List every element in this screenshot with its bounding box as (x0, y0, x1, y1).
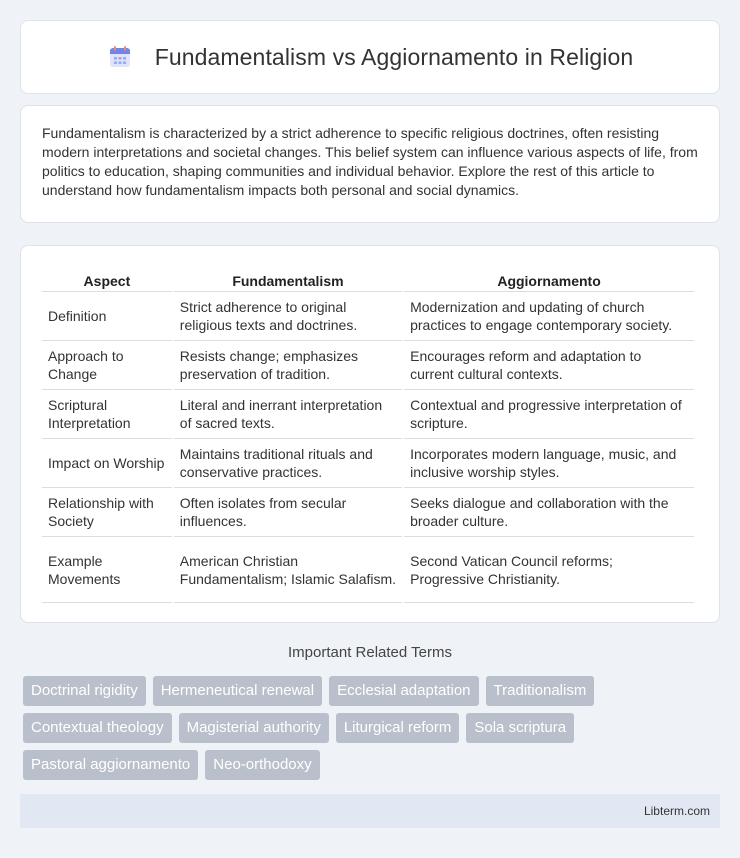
header-aggiornamento: Aggiornamento (404, 268, 694, 292)
header-fundamentalism: Fundamentalism (174, 268, 402, 292)
footer-brand-link[interactable]: Libterm.com (643, 804, 710, 818)
related-terms-list (23, 676, 723, 787)
related-terms-title: Important Related Terms (288, 644, 452, 661)
comparison-table (40, 268, 696, 603)
tag-liturgical-reform[interactable]: Liturgical reform (336, 713, 460, 743)
cell-aspect: Impact on Worship (42, 439, 172, 488)
tag-hermeneutical-renewal[interactable]: Hermeneutical renewal (153, 676, 322, 706)
tag-pastoral-aggiornamento[interactable]: Pastoral aggiornamento (23, 750, 198, 780)
cell-aspect: Definition (42, 292, 172, 341)
cell-aspect: Approach to Change (42, 341, 172, 390)
title-card (20, 20, 720, 94)
cell-fundamentalism: American Christian Fundamentalism; Islamic Salafism. (174, 537, 402, 603)
cell-aspect: Scriptural Interpretation (42, 390, 172, 439)
cell-aggiornamento: Seeks dialogue and collaboration with the broader culture. (404, 488, 694, 537)
table-row (42, 341, 694, 390)
cell-aggiornamento: Second Vatican Council reforms; Progressive Christianity. (404, 537, 694, 603)
cell-aggiornamento: Encourages reform and adaptation to current cultural contexts. (404, 341, 694, 390)
cell-aspect: Relationship with Society (42, 488, 172, 537)
cell-fundamentalism: Literal and inerrant interpretation of sacred texts. (174, 390, 402, 439)
tag-contextual-theology[interactable]: Contextual theology (23, 713, 172, 743)
table-row (42, 439, 694, 488)
cell-fundamentalism: Maintains traditional rituals and conservative practices. (174, 439, 402, 488)
intro-card (20, 105, 720, 223)
calendar-icon (107, 44, 133, 70)
tag-doctrinal-rigidity[interactable]: Doctrinal rigidity (23, 676, 146, 706)
comparison-table-card (20, 245, 720, 623)
table-row (42, 292, 694, 341)
cell-aggiornamento: Modernization and updating of church practices to engage contemporary society. (404, 292, 694, 341)
cell-fundamentalism: Resists change; emphasizes preservation of tradition. (174, 341, 402, 390)
table-row (42, 390, 694, 439)
cell-fundamentalism: Often isolates from secular influences. (174, 488, 402, 537)
cell-aggiornamento: Incorporates modern language, music, and inclusive worship styles. (404, 439, 694, 488)
tag-row (23, 676, 723, 706)
tag-row (23, 713, 723, 743)
tag-magisterial-authority[interactable]: Magisterial authority (179, 713, 329, 743)
tag-ecclesial-adaptation[interactable]: Ecclesial adaptation (329, 676, 478, 706)
tag-traditionalism[interactable]: Traditionalism (486, 676, 595, 706)
page-title: Fundamentalism vs Aggiornamento in Religion (154, 43, 634, 70)
table-row (42, 537, 694, 603)
tag-row (23, 750, 723, 780)
table-header-row (42, 268, 694, 292)
tag-neo-orthodoxy[interactable]: Neo-orthodoxy (205, 750, 319, 780)
footer (20, 794, 720, 828)
header-aspect: Aspect (42, 268, 172, 292)
table-row (42, 488, 694, 537)
tag-sola-scriptura[interactable]: Sola scriptura (466, 713, 574, 743)
intro-text: Fundamentalism is characterized by a strict adherence to specific religious doctrines, often resisting modern interpretations and societal changes. This belief system can influence various aspects of life, from politics to education, shaping communities and individual behavior. Explore the rest of this article to understand how fundamentalism impacts both personal and social dynamics. (42, 125, 698, 198)
cell-aspect: Example Movements (42, 537, 172, 603)
cell-aggiornamento: Contextual and progressive interpretation of scripture. (404, 390, 694, 439)
cell-fundamentalism: Strict adherence to original religious texts and doctrines. (174, 292, 402, 341)
